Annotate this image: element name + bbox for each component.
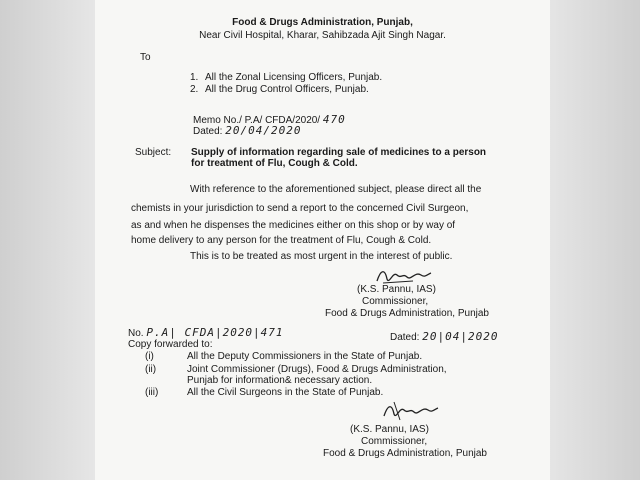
copy-item-num-2: (ii) bbox=[145, 364, 157, 375]
copy-item-2-line1: Joint Commissioner (Drugs), Food & Drugs Administration, bbox=[187, 364, 447, 375]
signature-2-image bbox=[380, 398, 440, 424]
recipient-num-1: 1. bbox=[190, 72, 199, 83]
recipient-num-2: 2. bbox=[190, 84, 199, 95]
to-label: To bbox=[140, 52, 151, 63]
subject-line-1: Supply of information regarding sale of medicines to a person bbox=[191, 147, 487, 158]
memo-date bbox=[193, 125, 301, 138]
endorsement-no-label: No. bbox=[128, 328, 144, 339]
recipient-2: All the Drug Control Officers, Punjab. bbox=[205, 84, 369, 95]
background-right-edge bbox=[545, 0, 640, 480]
endorsement-dated-label: Dated: bbox=[390, 332, 420, 343]
signature-1-title: Commissioner, bbox=[362, 296, 429, 307]
body-para2: This is to be treated as most urgent in the interest of public. bbox=[190, 251, 453, 262]
body-para1-line2: chemists in your jurisdiction to send a report to the concerned Civil Surgeon, bbox=[131, 203, 469, 214]
copy-item-2-line2: Punjab for information& necessary action. bbox=[187, 375, 373, 386]
signature-1-org: Food & Drugs Administration, Punjab bbox=[325, 308, 489, 319]
signature-2-title: Commissioner, bbox=[361, 436, 428, 447]
subject-label: Subject: bbox=[135, 147, 172, 158]
memo-label: Memo No./ P.A/ CFDA/2020/ bbox=[193, 115, 321, 126]
subject-line-2: for treatment of Flu, Cough & Cold. bbox=[191, 158, 358, 169]
memo-dated-label: Dated: bbox=[193, 126, 223, 137]
background-left-edge bbox=[0, 0, 95, 480]
header-address: Near Civil Hospital, Kharar, Sahibzada Ajit Singh Nagar. bbox=[199, 30, 446, 41]
copy-item-num-3: (iii) bbox=[145, 387, 159, 398]
copy-item-1: All the Deputy Commissioners in the State of Punjab. bbox=[187, 351, 423, 362]
memo-date-handwritten: 20/04/2020 bbox=[225, 124, 302, 137]
signature-2-org: Food & Drugs Administration, Punjab bbox=[323, 448, 487, 459]
body-para1-line3: as and when he dispenses the medicines either on this shop or by way of bbox=[131, 220, 456, 231]
endorsement-date-handwritten: 20|04|2020 bbox=[422, 330, 499, 343]
memo-number-handwritten: 470 bbox=[322, 113, 346, 126]
body-para1-line4: home delivery to any person for the treatment of Flu, Cough & Cold. bbox=[131, 235, 432, 246]
signature-1-name: (K.S. Pannu, IAS) bbox=[357, 284, 436, 295]
recipient-1: All the Zonal Licensing Officers, Punjab. bbox=[205, 72, 383, 83]
document-page bbox=[95, 0, 550, 480]
signature-2-name: (K.S. Pannu, IAS) bbox=[350, 424, 429, 435]
endorsement-no-handwritten: P.A| CFDA|2020|471 bbox=[146, 326, 284, 339]
copy-item-3: All the Civil Surgeons in the State of Punjab. bbox=[187, 387, 384, 398]
copy-forwarded-label: Copy forwarded to: bbox=[128, 339, 213, 350]
header-org: Food & Drugs Administration, Punjab, bbox=[232, 17, 413, 28]
endorsement-date bbox=[390, 331, 498, 344]
copy-item-num-1: (i) bbox=[145, 351, 154, 362]
body-para1-line1: With reference to the aforementioned subject, please direct all the bbox=[190, 184, 482, 195]
